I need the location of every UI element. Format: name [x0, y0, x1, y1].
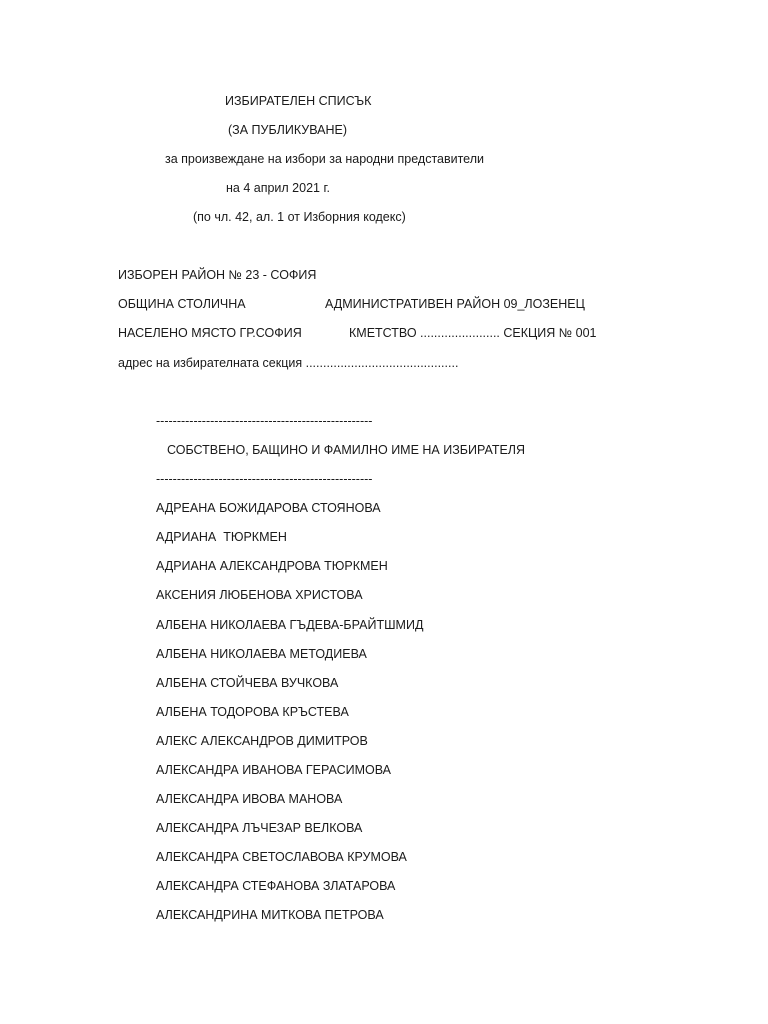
- list-item: АЛЕКС АЛЕКСАНДРОВ ДИМИТРОВ: [156, 734, 368, 748]
- list-item: АЛБЕНА СТОЙЧЕВА ВУЧКОВА: [156, 676, 339, 690]
- column-header: СОБСТВЕНО, БАЩИНО И ФАМИЛНО ИМЕ НА ИЗБИРАТЕЛЯ: [167, 443, 526, 457]
- admin-region: АДМИНИСТРАТИВЕН РАЙОН 09_ЛОЗЕНЕЦ: [325, 297, 585, 311]
- list-item: АЛБЕНА НИКОЛАЕВА ГЪДЕВА-БРАЙТШМИД: [156, 618, 424, 632]
- settlement: НАСЕЛЕНО МЯСТО ГР.СОФИЯ: [118, 326, 302, 340]
- list-item: АЛБЕНА ТОДОРОВА КРЪСТЕВА: [156, 705, 349, 719]
- list-item: АЛЕКСАНДРА ИВАНОВА ГЕРАСИМОВА: [156, 763, 391, 777]
- separator-top: ----------------------------------------------------: [156, 414, 373, 428]
- list-item: АДРЕАНА БОЖИДАРОВА СТОЯНОВА: [156, 501, 381, 515]
- electoral-district: ИЗБОРЕН РАЙОН № 23 - СОФИЯ: [118, 268, 317, 282]
- list-item: АЛЕКСАНДРИНА МИТКОВА ПЕТРОВА: [156, 908, 384, 922]
- list-item: АЛЕКСАНДРА ИВОВА МАНОВА: [156, 792, 343, 806]
- election-date: на 4 април 2021 г.: [226, 181, 330, 195]
- list-item: АДРИАНА АЛЕКСАНДРОВА ТЮРКМЕН: [156, 559, 388, 573]
- separator-bottom: ----------------------------------------------------: [156, 472, 373, 486]
- mayoralty-section: КМЕТСТВО ....................... СЕКЦИЯ № 001: [349, 326, 597, 340]
- section-address: адрес на избирателната секция ............................................: [118, 356, 459, 370]
- list-item: АЛЕКСАНДРА СТЕФАНОВА ЗЛАТАРОВА: [156, 879, 396, 893]
- election-purpose: за произвеждане на избори за народни представители: [165, 152, 485, 166]
- municipality: ОБЩИНА СТОЛИЧНА: [118, 297, 246, 311]
- list-item: АКСЕНИЯ ЛЮБЕНОВА ХРИСТОВА: [156, 588, 363, 602]
- list-item: АЛЕКСАНДРА ЛЪЧЕЗАР ВЕЛКОВА: [156, 821, 363, 835]
- document-title: ИЗБИРАТЕЛЕН СПИСЪК: [225, 94, 372, 108]
- document-subtitle: (ЗА ПУБЛИКУВАНЕ): [228, 123, 347, 137]
- list-item: АДРИАНА ТЮРКМЕН: [156, 530, 287, 544]
- legal-basis: (по чл. 42, ал. 1 от Изборния кодекс): [193, 210, 406, 224]
- list-item: АЛБЕНА НИКОЛАЕВА МЕТОДИЕВА: [156, 647, 367, 661]
- list-item: АЛЕКСАНДРА СВЕТОСЛАВОВА КРУМОВА: [156, 850, 407, 864]
